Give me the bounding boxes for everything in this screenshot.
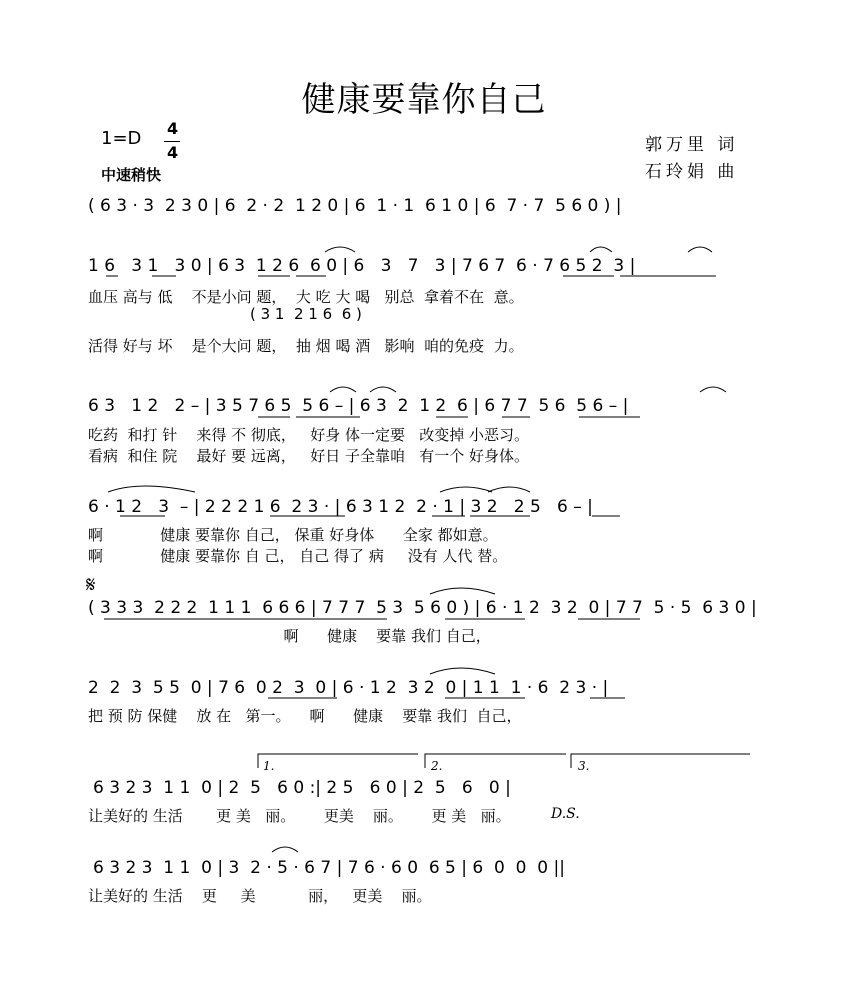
dal-segno-mark: D.S. [551,806,580,822]
slur-1 [325,247,355,252]
lyrics-row-3-verse-1: 吃药 和打 针 来得 不 彻底， 好身 体一定要 改变掉 小恶习。 [88,426,530,444]
volta-3-label: 3. [578,759,590,773]
slur-9 [488,487,530,492]
song-title: 健康要靠你自己 [301,80,547,120]
time-signature-bottom: 4 [167,143,179,162]
lyrics-row-7: 让美好的 生活 更 美 丽。 更美 丽。 更 美 丽。 [88,807,511,825]
staff-row-7: 6 3 2 3 1 1 0 | 2 5 6 0 :| 2 5 6 0 | 2 5 6 0 | [93,778,511,798]
slur-4 [330,387,356,392]
slur-8 [440,487,492,492]
slur-2 [590,247,612,252]
slur-3 [688,247,712,252]
lyrics-row-5: 啊 健康 要靠 我们 自己， [88,627,491,645]
segno-sign: 𝄋 [86,573,96,598]
volta-1-label: 1. [263,759,275,773]
lyricist-credit: 郭万里 词 [645,135,739,155]
slur-7 [108,486,195,492]
staff-row-intro: ( 6 3 · 3 2 3 0 | 6 2 · 2 1 2 0 | 6 1 · 1 6 1 0 | 6 7 · 7 5 6 0 ) | [88,196,622,216]
staff-row-2: 1 6 3 1 3 0 | 6 3 1 2 6 6 0 | 6 3 7 3 | 7 6 7 6 · 7 6 5 2 3 | [88,256,636,276]
volta-2-bracket [425,754,566,768]
volta-3-bracket [571,754,750,768]
slur-12 [272,847,298,852]
slur-6 [700,387,726,392]
staff-row-4: 6 · 1 2 3 – | 2 2 2 1 6 2 3 · | 6 3 1 2 2 · 1 | 3 2 2 5 6 – | [88,497,593,517]
alternate-notes: ( 3 1 2 1 6 6 ) [250,305,362,323]
lyrics-row-3-verse-2: 看病 和住 院 最好 要 远离， 好日 子全靠咱 有一个 好身体。 [88,447,530,465]
volta-1-bracket [258,754,418,768]
tempo-marking: 中速稍快 [101,166,162,184]
staff-row-6: 2 2 3 5 5 0 | 7 6 0 2 3 0 | 6 · 1 2 3 2 0 | 1 1 1 · 6 2 3 · | [88,678,609,698]
staff-row-3: 6 3 1 2 2 – | 3 5 7 6 5 5 6 – | 6 3 2 1 2 6 | 6 7 7 5 6 5 6 – | [88,396,629,416]
staff-row-8: 6 3 2 3 1 1 0 | 3 2 · 5 · 6 7 | 7 6 · 6 0 6 5 | 6 0 0 0 || [93,858,565,878]
lyrics-row-2-verse-1: 血压 高与 低 不是小问 题， 大 吃 大 喝 别总 拿着不在 意。 [88,288,524,306]
time-signature-top: 4 [167,119,179,138]
volta-2-label: 2. [431,759,443,773]
slur-11 [430,668,495,674]
lyrics-row-4-verse-1: 啊 健康 要靠你 自己， 保重 好身体 全家 都如意。 [88,526,498,544]
lyrics-row-4-verse-2: 啊 健康 要靠你 自 己， 自己 得了 病 没有 人代 替。 [88,547,508,565]
lyrics-row-6: 把 预 防 保健 放 在 第一。 啊 健康 要靠 我们 自己， [88,707,522,725]
composer-credit: 石玲娟 曲 [645,162,739,182]
lyrics-row-2-verse-2: 活得 好与 坏 是个大问 题， 抽 烟 喝 酒 影响 咱的免疫 力。 [88,337,524,355]
key-signature: 1=D [101,128,142,149]
staff-row-5: ( 3 3 3 2 2 2 1 1 1 6 6 6 | 7 7 7 5 3 5 6 0 ) | 6 · 1 2 3 2 0 | 7 7 5 · 5 6 3 0 | [88,598,757,618]
slur-5 [370,387,396,392]
slur-10 [430,588,495,594]
lyrics-row-8: 让美好的 生活 更 美 丽， 更美 丽。 [88,887,432,905]
